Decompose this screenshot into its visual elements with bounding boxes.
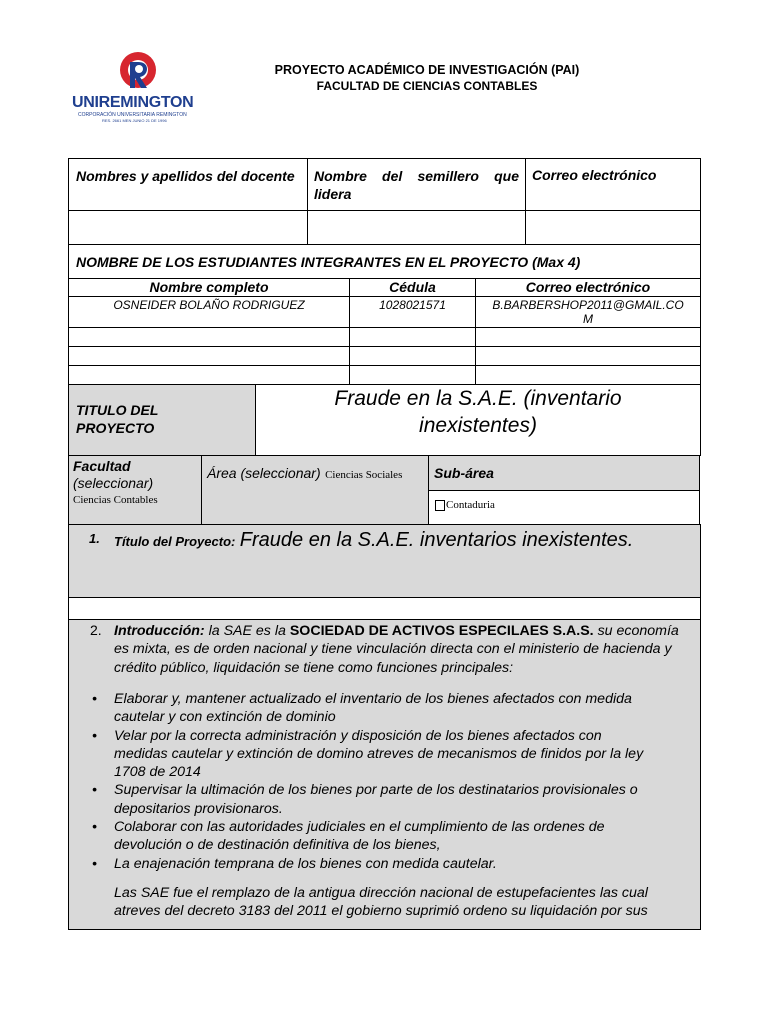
logo-resolution: RES. 2661 MEN JUNIO 21 DE 1996 — [102, 118, 167, 123]
section-2-closing: Las SAE fue el remplazo de la antigua dirección nacional de estupefacientes las cual atreves del decreto 3183 del 2011 el gobierno suprimió ordeno su liquidación por sus — [114, 885, 648, 920]
semillero-label: Nombre del semillero que lidera — [314, 168, 519, 202]
student-4-email[interactable] — [475, 365, 701, 385]
list-item: • Elaborar y, mantener actualizado el inventario de los bienes afectados con medida cautelar y con extinción de dominio — [92, 691, 632, 726]
subarea-header — [428, 455, 700, 491]
bullet-icon: • — [92, 819, 97, 836]
area-value: Ciencias Sociales — [325, 469, 403, 481]
project-title-field[interactable] — [255, 384, 701, 456]
student-2-id[interactable] — [349, 327, 476, 347]
project-title-label-cell — [68, 384, 256, 456]
section-2-text-b: su economía es mixta, es de orden nacional y tiene vinculación directa con el ministerio de hacienda y crédito público, liquidación se tiene como funciones principales: — [114, 623, 679, 676]
area-label: Área (seleccionar) — [207, 465, 321, 481]
docente-name-header — [68, 158, 308, 211]
uniremington-logo — [72, 50, 212, 130]
list-item: • Colaborar con las autoridades judiciales en el cumplimiento de las ordenes de devolución o de destinación definitiva de los bienes, — [92, 819, 605, 854]
student-1-email[interactable] — [475, 296, 701, 328]
faculty-select-hint: (seleccionar) — [73, 475, 154, 491]
student-2-name[interactable] — [68, 327, 350, 347]
student-email-col — [475, 278, 701, 297]
students-heading — [68, 244, 701, 279]
section-1-label: Título del Proyecto: — [114, 534, 236, 549]
logo-subtitle: CORPORACIÓN UNIVERSITARIA REMINGTON — [78, 112, 187, 118]
section-2-text-a: la SAE es la — [208, 623, 286, 639]
student-1-id[interactable] — [349, 296, 476, 328]
section-2-number: 2. — [90, 622, 102, 638]
logo-emblem-icon — [72, 50, 212, 94]
student-1-id-text: 1028021571 — [379, 298, 446, 312]
student-4-name[interactable] — [68, 365, 350, 385]
docente-email-label: Correo electrónico — [532, 167, 657, 183]
list-item: • Supervisar la ultimación de los bienes por parte de los destinatarios provisionales o depositarios provisionaros. — [92, 782, 638, 817]
bullet-icon: • — [92, 855, 97, 872]
faculty-label: Facultad — [73, 458, 131, 474]
student-name-col — [68, 278, 350, 297]
docente-name-label: Nombres y apellidos del docente — [76, 168, 295, 184]
student-1-name-text: OSNEIDER BOLAÑO RODRIGUEZ — [113, 298, 305, 312]
student-3-name[interactable] — [68, 346, 350, 366]
section-2-label: Introducción: — [114, 623, 205, 639]
list-item: • La enajenación temprana de los bienes con medida cautelar. — [92, 855, 497, 872]
student-1-email-text: B.BARBERSHOP2011@GMAIL.CO M — [492, 298, 684, 326]
faculty-cell[interactable] — [68, 455, 202, 525]
docente-email-header — [525, 158, 701, 211]
bullet-icon: • — [92, 727, 97, 744]
bullet-icon: • — [92, 782, 97, 799]
checkbox-icon[interactable] — [435, 500, 445, 511]
student-email-col-label: Correo electrónico — [525, 279, 651, 295]
docente-name-field[interactable] — [68, 210, 308, 245]
section-2-bold: SOCIEDAD DE ACTIVOS ESPECILAES S.A.S. — [289, 623, 594, 639]
area-cell[interactable] — [201, 455, 429, 525]
logo-wordmark: UNIREMINGTON — [72, 94, 194, 111]
section-1-value: Fraude en la S.A.E. inventarios inexistentes. — [239, 529, 634, 551]
list-item: • Velar por la correcta administración y disposición de los bienes afectados con medidas cautelar y extinción de domino atreves de mecanismos de finidos por la ley 1708 de 2014 — [92, 727, 644, 781]
docente-email-field[interactable] — [525, 210, 701, 245]
section-2-block — [68, 619, 701, 930]
bullet-icon: • — [92, 691, 97, 707]
subarea-label: Sub-área — [434, 465, 494, 481]
spacer-row — [68, 597, 701, 620]
student-id-col — [349, 278, 476, 297]
document-subtitle: FACULTAD DE CIENCIAS CONTABLES — [316, 79, 538, 93]
students-heading-text: NOMBRE DE LOS ESTUDIANTES INTEGRANTES EN EL PROYECTO (Max 4) — [76, 254, 581, 270]
document-title: PROYECTO ACADÉMICO DE INVESTIGACIÓN (PAI) — [274, 63, 580, 77]
subarea-field[interactable] — [428, 490, 700, 525]
semillero-field[interactable] — [307, 210, 526, 245]
project-title-label: TITULO DEL PROYECTO — [76, 402, 159, 436]
project-title-value: Fraude en la S.A.E. (inventario inexistentes) — [334, 387, 622, 437]
student-id-col-label: Cédula — [389, 279, 436, 295]
section-1-block — [68, 524, 701, 598]
student-2-email[interactable] — [475, 327, 701, 347]
student-4-id[interactable] — [349, 365, 476, 385]
semillero-header — [307, 158, 526, 211]
student-1-name[interactable] — [68, 296, 350, 328]
student-3-id[interactable] — [349, 346, 476, 366]
section-1-number: 1. — [89, 531, 100, 546]
student-3-email[interactable] — [475, 346, 701, 366]
functions-list — [92, 690, 644, 873]
subarea-value: Contaduria — [446, 499, 495, 511]
student-name-col-label: Nombre completo — [149, 279, 269, 295]
faculty-value: Ciencias Contables — [73, 494, 158, 506]
section-2-intro — [114, 622, 689, 677]
